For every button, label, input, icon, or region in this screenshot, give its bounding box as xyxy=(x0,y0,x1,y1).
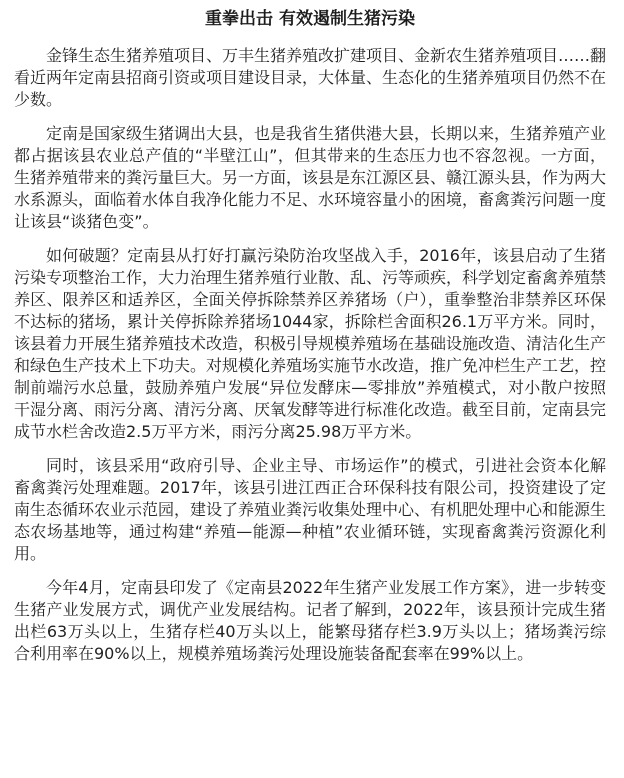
article-paragraph: 今年4月，定南县印发了《定南县2022年生猪产业发展工作方案》，进一步转变生猪产业发展方式，调优产业发展结构。记者了解到，2022年，该县预计完成生猪出栏63万头以上，生猪存栏40万头以上，能繁母猪存栏3.9万头以上；猪场粪污综合利用率在90%以上，规模养殖场粪污处理设施装备配套率在99%以上。 xyxy=(14,578,606,663)
article-title: 重拳出击 有效遏制生猪污染 xyxy=(205,9,415,29)
article-paragraph: 同时，该县采用“政府引导、企业主导、市场运作”的模式，引进社会资本化解畜禽粪污处理难题。2017年，该县引进江西正合环保科技有限公司，投资建设了定南生态循环农业示范园，建设了养殖业粪污收集处理中心、有机肥处理中心和能源生态农场基地等，通过构建“养殖—能源—种植”农业循环链，实现畜禽粪污资源化利用。 xyxy=(14,456,607,563)
article-paragraph: 定南是国家级生猪调出大县，也是我省生猪供港大县，长期以来，生猪养殖产业都占据该县农业总产值的“半壁江山”，但其带来的生态压力也不容忽视。一方面，生猪养殖带来的粪污量巨大。另一方面，该县是东江源区县、赣江源头县，作为两大水系源头，面临着水体自我净化能力不足、水环境容量小的困境，畜禽粪污问题一度让该县“谈猪色变”。 xyxy=(14,124,607,231)
article-paragraph: 如何破题？定南县从打好打赢污染防治攻坚战入手，2016年，该县启动了生猪污染专项整治工作，大力治理生猪养殖行业散、乱、污等顽疾，科学划定畜禽养殖禁养区、限养区和适养区，全面关停拆除禁养区养猪场（户），重拳整治非禁养区环保不达标的猪场，累计关停拆除养猪场1044家，拆除栏舍面积26.1万平方米。同时，该县着力开展生猪养殖技术改造，积极引导规模养殖场在基础设施改造、清洁化生产和绿色生产技术上下功夫。对规模化养殖场实施节水改造，推广免冲栏生产工艺，控制前端污水总量，鼓励养殖户发展“异位发酵床—零排放”养殖模式，对小散户按照干湿分离、雨污分离、清污分离、厌氧发酵等进行标准化改造。截至目前，定南县完成节水栏舍改造2.5万平方米，雨污分离25.98万平方米。 xyxy=(14,246,607,441)
article-paragraph: 金锋生态生猪养殖项目、万丰生猪养殖改扩建项目、金新农生猪养殖项目……翻看近两年定南县招商引资或项目建设目录，大体量、生态化的生猪养殖项目仍然不在少数。 xyxy=(14,46,607,109)
